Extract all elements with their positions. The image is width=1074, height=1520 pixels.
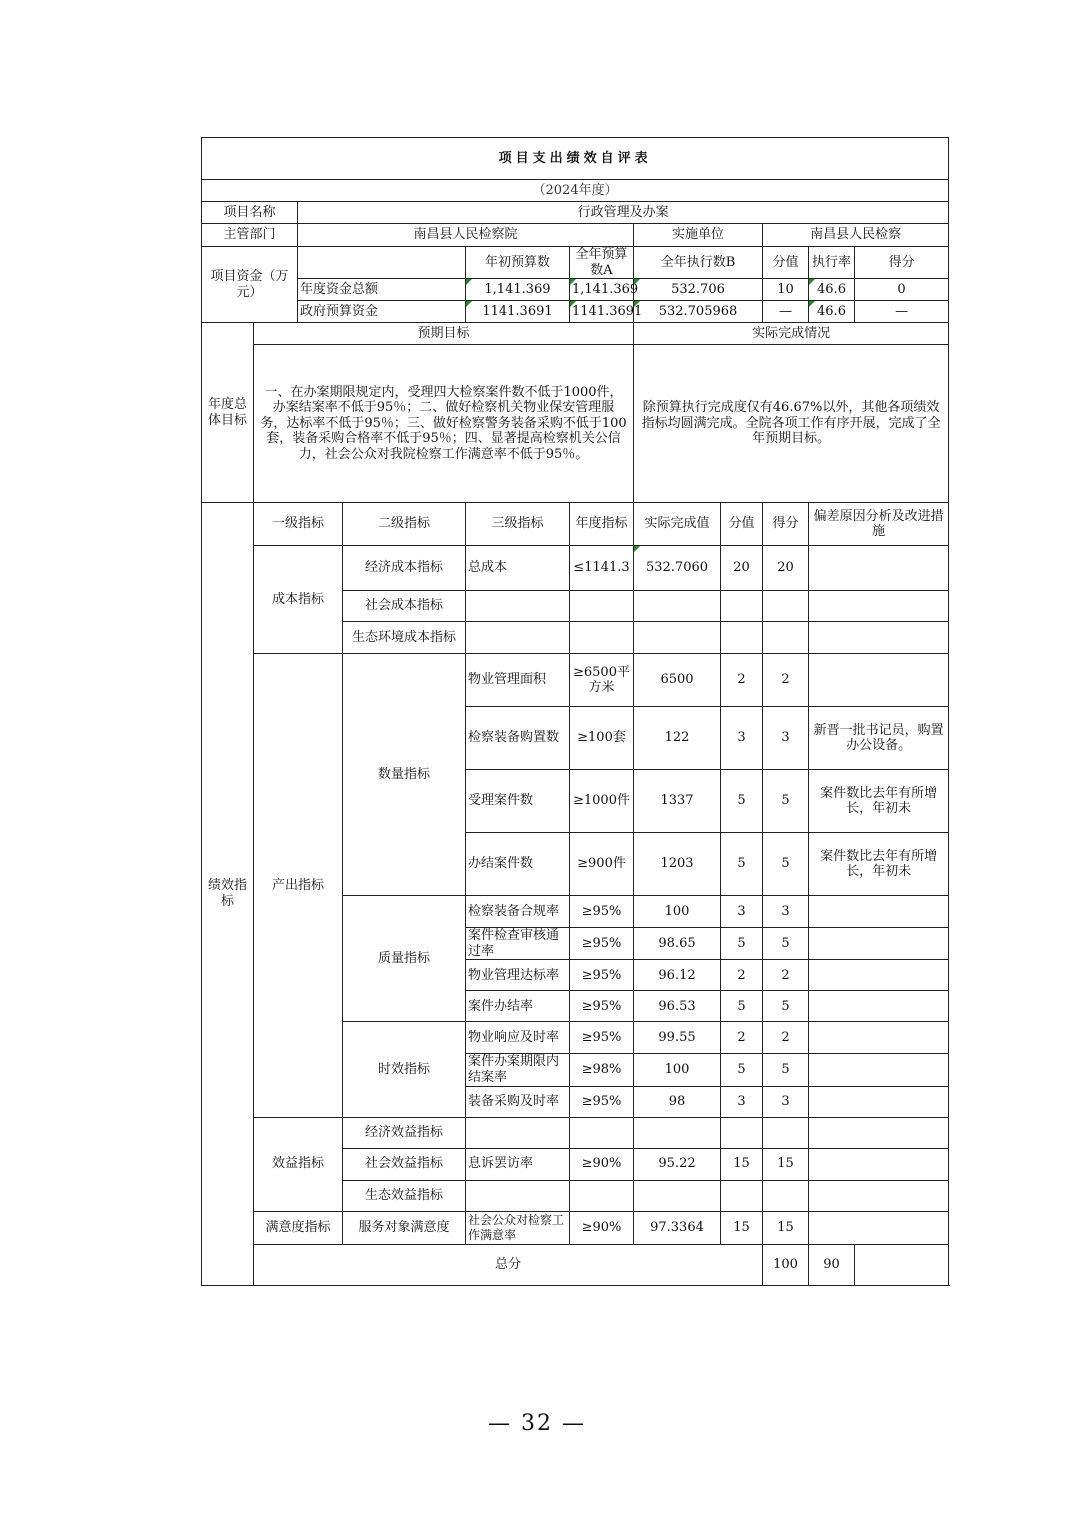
cost-economic-actual: 532.7060 [634,546,721,591]
empty-cell [634,1180,721,1211]
cost-economic-score-value: 20 [721,546,763,591]
benefit-social-score-value: 15 [721,1148,763,1180]
ind-header-actual: 实际完成值 [634,503,721,546]
impl-unit-label: 实施单位 [634,224,763,247]
satisfaction-target: ≥90% [570,1211,634,1244]
quantity-row-score-value: 3 [721,707,763,770]
funds-header-blank [298,247,466,279]
funds-header-score: 得分 [855,247,949,279]
total-score: 90 [809,1244,855,1285]
quality-row-actual: 96.53 [634,991,721,1022]
timeliness-label: 时效指标 [343,1022,466,1117]
empty-cell [809,1117,949,1148]
empty-cell [855,1244,949,1285]
cost-economic-score: 20 [763,546,809,591]
quantity-row-score: 5 [763,770,809,833]
funds-label: 项目资金（万元） [202,247,298,323]
total-label: 总分 [254,1244,763,1285]
empty-cell [634,622,721,654]
page-number: — 32 — [488,1411,586,1436]
quality-row-actual: 98.65 [634,928,721,960]
timeliness-row-l3: 物业响应及时率 [466,1022,570,1054]
quality-row-score: 5 [763,928,809,960]
quantity-row-l3: 检察装备购置数 [466,707,570,770]
quantity-row-score: 5 [763,833,809,896]
satisfaction-l3: 社会公众对检察工作满意率 [466,1211,570,1244]
empty-cell [466,1180,570,1211]
funds-header-initial: 年初预算数 [466,247,570,279]
funds-gov-score-value: — [763,301,809,323]
project-name-label: 项目名称 [202,202,298,224]
benefit-social-target: ≥90% [570,1148,634,1180]
funds-total-score-value: 10 [763,279,809,301]
timeliness-row-score-value: 5 [721,1054,763,1086]
quantity-row-score-value: 5 [721,770,763,833]
empty-cell [721,622,763,654]
quality-row-score-value: 5 [721,928,763,960]
empty-cell [809,622,949,654]
satisfaction-actual: 97.3364 [634,1211,721,1244]
ind-header-l2: 二级指标 [343,503,466,546]
cost-economic-note [809,546,949,591]
empty-cell [763,591,809,622]
quality-row-l3: 案件办结率 [466,991,570,1022]
quality-row-target: ≥95% [570,960,634,991]
quality-row-score: 5 [763,991,809,1022]
quantity-row-note [809,654,949,707]
quantity-row-score-value: 5 [721,833,763,896]
cost-economic-label: 经济成本指标 [343,546,466,591]
funds-total-initial: 1,141.369 [466,279,570,301]
timeliness-row-target: ≥98% [570,1054,634,1086]
funds-gov-full: 1141.3691 [570,301,634,323]
satisfaction-score-value: 15 [721,1211,763,1244]
timeliness-row-actual: 98 [634,1086,721,1117]
quality-row-l3: 检察装备合规率 [466,896,570,928]
quality-row-l3: 案件检查审核通过率 [466,928,570,960]
timeliness-row-l3: 案件办案期限内结案率 [466,1054,570,1086]
quality-row-actual: 96.12 [634,960,721,991]
quantity-row-target: ≥1000件 [570,770,634,833]
empty-cell [721,1117,763,1148]
quantity-label: 数量指标 [343,654,466,896]
ind-header-note: 偏差原因分析及改进措施 [809,503,949,546]
empty-cell [634,591,721,622]
quality-row-target: ≥95% [570,896,634,928]
empty-cell [809,1180,949,1211]
funds-header-full: 全年预算数A [570,247,634,279]
empty-cell [809,1148,949,1180]
empty-cell [809,1086,949,1117]
benefit-eco-label: 生态效益指标 [343,1180,466,1211]
timeliness-row-target: ≥95% [570,1022,634,1054]
quantity-row-target: ≥100套 [570,707,634,770]
cost-eco-label: 生态环境成本指标 [343,622,466,654]
indicators-label: 绩效指标 [202,503,254,1285]
empty-cell [809,928,949,960]
funds-gov-initial: 1141.3691 [466,301,570,323]
empty-cell [466,622,570,654]
empty-cell [809,591,949,622]
empty-cell [809,1054,949,1086]
cost-economic-target: ≤1141.3 [570,546,634,591]
report-year: （2024年度） [202,180,949,202]
satisfaction-score: 15 [763,1211,809,1244]
quality-row-l3: 物业管理达标率 [466,960,570,991]
quantity-row-score: 2 [763,654,809,707]
output-label: 产出指标 [254,654,343,1117]
ind-header-score-value: 分值 [721,503,763,546]
quantity-row-note: 新晋一批书记员，购置办公设备。 [809,707,949,770]
benefit-social-label: 社会效益指标 [343,1148,466,1180]
empty-cell [763,1180,809,1211]
ind-header-l1: 一级指标 [254,503,343,546]
quantity-row-target: ≥900件 [570,833,634,896]
satisfaction-label: 满意度指标 [254,1211,343,1244]
quality-label: 质量指标 [343,896,466,1022]
benefit-social-l3: 息诉罢访率 [466,1148,570,1180]
empty-cell [763,622,809,654]
empty-cell [809,896,949,928]
funds-gov-rate: 46.6 [809,301,855,323]
timeliness-row-score-value: 2 [721,1022,763,1054]
empty-cell [570,1180,634,1211]
quality-row-target: ≥95% [570,928,634,960]
quantity-row-actual: 6500 [634,654,721,707]
empty-cell [570,1117,634,1148]
timeliness-row-actual: 100 [634,1054,721,1086]
page-title: 项目支出绩效自评表 [202,138,949,180]
empty-cell [809,991,949,1022]
satisfaction-l2: 服务对象满意度 [343,1211,466,1244]
empty-cell [763,1117,809,1148]
timeliness-row-actual: 99.55 [634,1022,721,1054]
quantity-row-target: ≥6500平方米 [570,654,634,707]
empty-cell [570,622,634,654]
project-name: 行政管理及办案 [298,202,949,224]
ind-header-score: 得分 [763,503,809,546]
cost-label: 成本指标 [254,546,343,654]
funds-total-score: 0 [855,279,949,301]
quantity-row-l3: 受理案件数 [466,770,570,833]
goals-expected: 一、在办案期限规定内，受理四大检察案件数不低于1000件，办案结案率不低于95％；二、做好检察机关物业保安管理服务，达标率不低于95％；三、做好检察警务装备采购不低于100套，装备采购合格率不低于95％；四、显著提高检察机关公信力，社会公众对我院检察工作满意率不低于95％。 [254,345,634,503]
total-score-value: 100 [763,1244,809,1285]
empty-cell [570,591,634,622]
evaluation-table [201,137,949,1286]
quantity-row-score-value: 2 [721,654,763,707]
quality-row-score: 3 [763,896,809,928]
empty-cell [466,1117,570,1148]
quality-row-score: 2 [763,960,809,991]
empty-cell [466,591,570,622]
quality-row-actual: 100 [634,896,721,928]
funds-header-rate: 执行率 [809,247,855,279]
timeliness-row-l3: 装备采购及时率 [466,1086,570,1117]
empty-cell [809,1022,949,1054]
ind-header-l3: 三级指标 [466,503,570,546]
timeliness-row-score: 2 [763,1022,809,1054]
benefit-label: 效益指标 [254,1117,343,1211]
goals-actual-header: 实际完成情况 [634,323,949,345]
goals-actual: 除预算执行完成度仅有46.67%以外，其他各项绩效指标均圆满完成。全院各项工作有序开展，完成了全年预期目标。 [634,345,949,503]
quantity-row-note: 案件数比去年有所增长，年初未 [809,833,949,896]
quantity-row-score: 3 [763,707,809,770]
benefit-social-score: 15 [763,1148,809,1180]
funds-header-score-value: 分值 [763,247,809,279]
quantity-row-actual: 1337 [634,770,721,833]
goals-expected-header: 预期目标 [254,323,634,345]
funds-total-exec: 532.706 [634,279,763,301]
quantity-row-note: 案件数比去年有所增长，年初未 [809,770,949,833]
funds-gov-score: — [855,301,949,323]
dept-label: 主管部门 [202,224,298,247]
cost-economic-l3: 总成本 [466,546,570,591]
self-evaluation-form [201,137,948,1278]
quality-row-score-value: 3 [721,896,763,928]
cost-social-label: 社会成本指标 [343,591,466,622]
goals-label: 年度总体目标 [202,323,254,503]
funds-gov-exec: 532.705968 [634,301,763,323]
funds-gov-label: 政府预算资金 [298,301,466,323]
quantity-row-actual: 1203 [634,833,721,896]
empty-cell [809,960,949,991]
quantity-row-actual: 122 [634,707,721,770]
timeliness-row-score: 3 [763,1086,809,1117]
timeliness-row-score-value: 3 [721,1086,763,1117]
dept-value: 南昌县人民检察院 [298,224,634,247]
empty-cell [809,1211,949,1244]
benefit-economic-label: 经济效益指标 [343,1117,466,1148]
timeliness-row-target: ≥95% [570,1086,634,1117]
ind-header-target: 年度指标 [570,503,634,546]
quality-row-score-value: 2 [721,960,763,991]
funds-header-exec: 全年执行数B [634,247,763,279]
funds-total-rate: 46.6 [809,279,855,301]
quality-row-score-value: 5 [721,991,763,1022]
funds-total-label: 年度资金总额 [298,279,466,301]
empty-cell [634,1117,721,1148]
empty-cell [721,1180,763,1211]
timeliness-row-score: 5 [763,1054,809,1086]
empty-cell [721,591,763,622]
funds-total-full: 1,141.369 [570,279,634,301]
quantity-row-l3: 办结案件数 [466,833,570,896]
benefit-social-actual: 95.22 [634,1148,721,1180]
impl-unit-value: 南昌县人民检察 [763,224,949,247]
quantity-row-l3: 物业管理面积 [466,654,570,707]
quality-row-target: ≥95% [570,991,634,1022]
